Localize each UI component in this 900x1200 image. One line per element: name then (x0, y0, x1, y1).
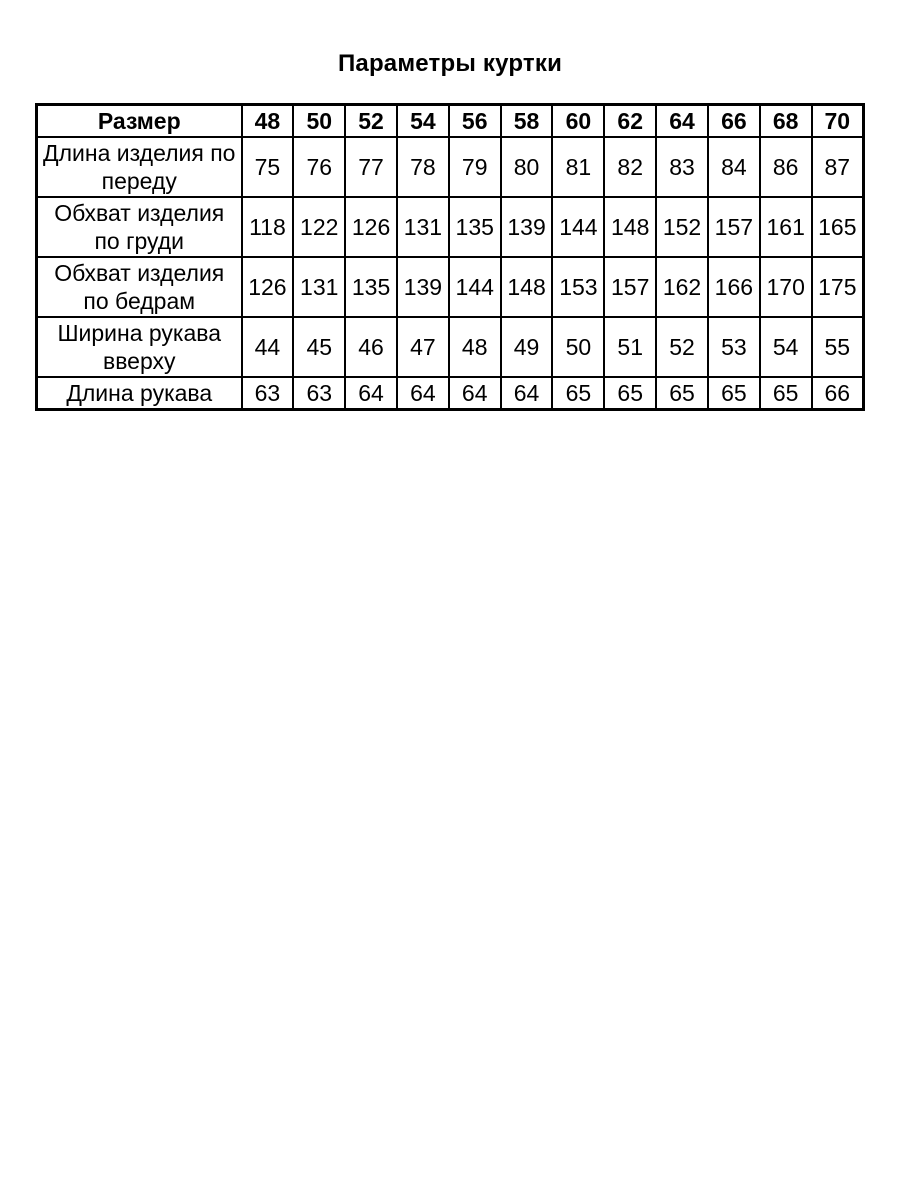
value-cell: 144 (449, 257, 501, 317)
value-cell: 122 (293, 197, 345, 257)
value-cell: 148 (501, 257, 553, 317)
value-cell: 83 (656, 137, 708, 197)
value-cell: 64 (345, 377, 397, 410)
value-cell: 51 (604, 317, 656, 377)
size-header-cell: 64 (656, 105, 708, 138)
value-cell: 118 (242, 197, 294, 257)
value-cell: 135 (345, 257, 397, 317)
value-cell: 86 (760, 137, 812, 197)
value-cell: 87 (812, 137, 864, 197)
size-header-cell: 60 (552, 105, 604, 138)
value-cell: 46 (345, 317, 397, 377)
value-cell: 54 (760, 317, 812, 377)
size-header-cell: 62 (604, 105, 656, 138)
value-cell: 77 (345, 137, 397, 197)
value-cell: 157 (604, 257, 656, 317)
table-row (37, 317, 864, 377)
size-header-cell: 66 (708, 105, 760, 138)
value-cell: 131 (397, 197, 449, 257)
value-cell: 45 (293, 317, 345, 377)
value-cell: 80 (501, 137, 553, 197)
value-cell: 52 (656, 317, 708, 377)
value-cell: 135 (449, 197, 501, 257)
value-cell: 65 (604, 377, 656, 410)
size-header-cell: 52 (345, 105, 397, 138)
value-cell: 170 (760, 257, 812, 317)
row-label-cell: Обхват изделия по груди (37, 197, 242, 257)
table-row (37, 377, 864, 410)
value-cell: 148 (604, 197, 656, 257)
size-header-cell: 58 (501, 105, 553, 138)
value-cell: 84 (708, 137, 760, 197)
size-header-cell: 70 (812, 105, 864, 138)
value-cell: 50 (552, 317, 604, 377)
value-cell: 166 (708, 257, 760, 317)
value-cell: 48 (449, 317, 501, 377)
value-cell: 49 (501, 317, 553, 377)
value-cell: 162 (656, 257, 708, 317)
value-cell: 64 (501, 377, 553, 410)
value-cell: 63 (293, 377, 345, 410)
value-cell: 126 (242, 257, 294, 317)
value-cell: 75 (242, 137, 294, 197)
value-cell: 157 (708, 197, 760, 257)
value-cell: 76 (293, 137, 345, 197)
value-cell: 165 (812, 197, 864, 257)
size-header-cell: 54 (397, 105, 449, 138)
row-label-cell: Ширина рукава вверху (37, 317, 242, 377)
value-cell: 82 (604, 137, 656, 197)
value-cell: 81 (552, 137, 604, 197)
value-cell: 152 (656, 197, 708, 257)
page-title: Параметры куртки (337, 50, 563, 77)
value-cell: 65 (656, 377, 708, 410)
size-header-cell: 56 (449, 105, 501, 138)
row-label-cell: Длина изделия по переду (37, 137, 242, 197)
value-cell: 64 (449, 377, 501, 410)
size-header-cell: 48 (242, 105, 294, 138)
value-cell: 131 (293, 257, 345, 317)
value-cell: 53 (708, 317, 760, 377)
table-row (37, 137, 864, 197)
table-row (37, 257, 864, 317)
size-header-cell: 68 (760, 105, 812, 138)
value-cell: 63 (242, 377, 294, 410)
row-label-cell: Обхват изделия по бедрам (37, 257, 242, 317)
table-header-row (37, 105, 864, 138)
value-cell: 65 (552, 377, 604, 410)
value-cell: 153 (552, 257, 604, 317)
value-cell: 139 (501, 197, 553, 257)
document-page (0, 0, 900, 411)
value-cell: 79 (449, 137, 501, 197)
row-label-cell: Длина рукава (37, 377, 242, 410)
value-cell: 55 (812, 317, 864, 377)
size-header-cell: 50 (293, 105, 345, 138)
value-cell: 144 (552, 197, 604, 257)
value-cell: 175 (812, 257, 864, 317)
value-cell: 66 (812, 377, 864, 410)
value-cell: 47 (397, 317, 449, 377)
value-cell: 64 (397, 377, 449, 410)
table-row (37, 197, 864, 257)
value-cell: 139 (397, 257, 449, 317)
value-cell: 44 (242, 317, 294, 377)
value-cell: 126 (345, 197, 397, 257)
size-chart-table (35, 103, 865, 411)
header-cell-size-label: Размер (37, 105, 242, 138)
value-cell: 65 (760, 377, 812, 410)
value-cell: 78 (397, 137, 449, 197)
value-cell: 65 (708, 377, 760, 410)
value-cell: 161 (760, 197, 812, 257)
